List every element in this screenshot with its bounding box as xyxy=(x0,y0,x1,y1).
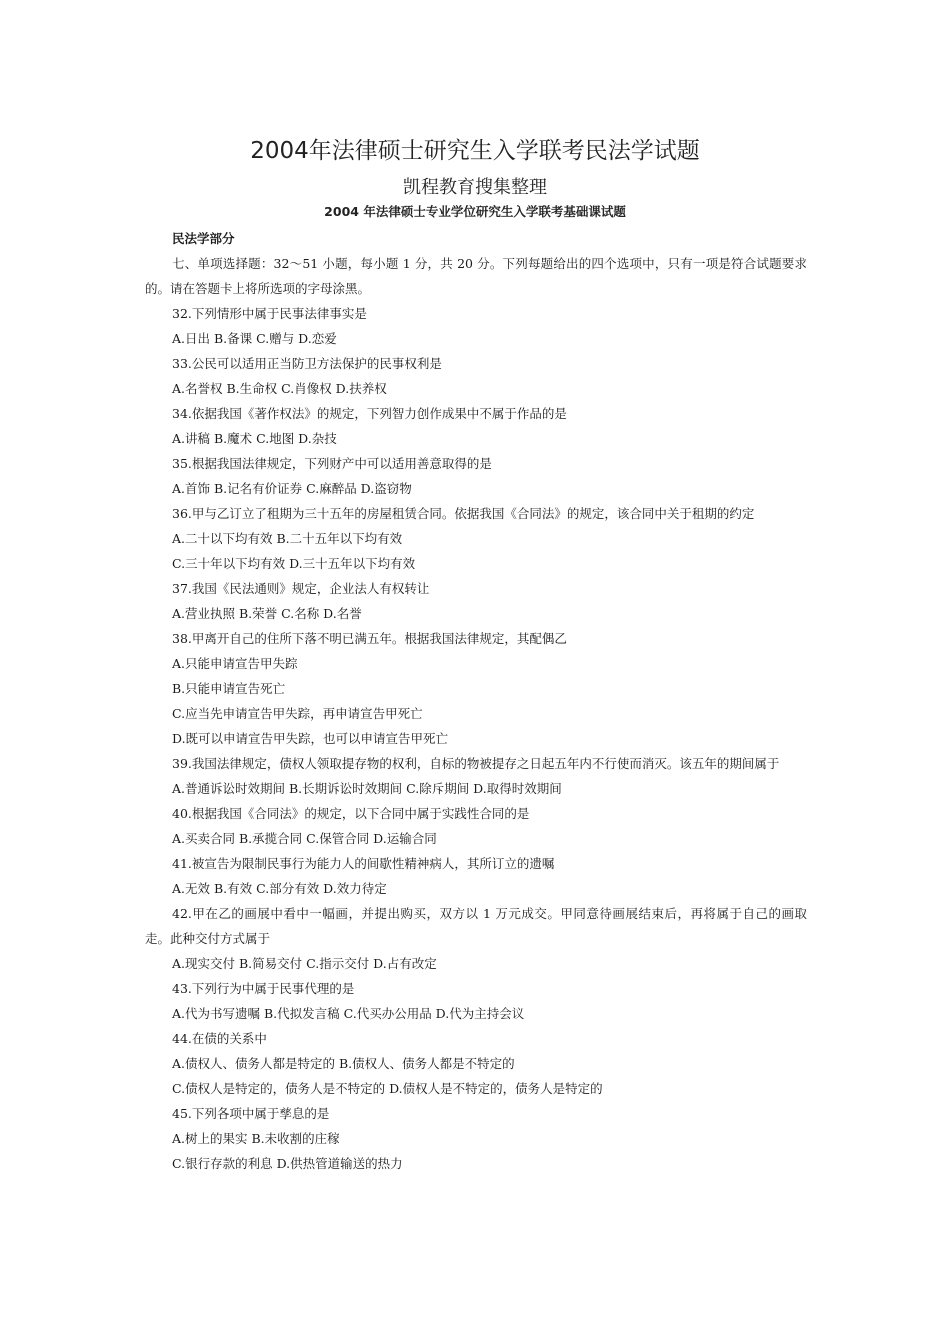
text-line: 33.公民可以适用正当防卫方法保护的民事权利是 xyxy=(172,356,442,371)
text-line: A.只能申请宣告甲失踪 xyxy=(172,656,298,671)
question-39: 39.我国法律规定，债权人领取提存物的权利，自标的物被提存之日起五年内不行使而消灭。该五年的期间属于 xyxy=(172,756,780,771)
text-line: A.树上的果实 B.未收割的庄稼 xyxy=(172,1131,340,1146)
text-line: 43.下列行为中属于民事代理的是 xyxy=(172,981,355,996)
text-line: A.日出 B.备课 C.赠与 D.恋爱 xyxy=(172,331,337,346)
question-block-1 xyxy=(145,301,807,501)
question-block-4 xyxy=(145,951,807,1176)
question-block-3 xyxy=(145,776,807,901)
text-line: 37.我国《民法通则》规定，企业法人有权转让 xyxy=(172,581,430,596)
text-line: A.现实交付 B.简易交付 C.指示交付 D.占有改定 xyxy=(172,956,437,971)
text-line: C.银行存款的利息 D.供热管道输送的热力 xyxy=(172,1156,403,1171)
text-line: 41.被宣告为限制民事行为能力人的间歇性精神病人，其所订立的遗嘱 xyxy=(172,856,555,871)
text-line: A.讲稿 B.魔术 C.地图 D.杂技 xyxy=(172,431,337,446)
question-42: 42.甲在乙的画展中看中一幅画，并提出购买，双方以 1 万元成交。甲同意待画展结束后，再将属于自己的画取走。此种交付方式属于 xyxy=(145,906,807,946)
document-body xyxy=(145,226,807,1176)
exam-title: 2004 年法律硕士专业学位研究生入学联考基础课试题 xyxy=(324,204,626,219)
text-line: A.普通诉讼时效期间 B.长期诉讼时效期间 C.除斥期间 D.取得时效期间 xyxy=(172,781,562,796)
text-line: C.三十年以下均有效 D.三十五年以下均有效 xyxy=(172,556,416,571)
text-line: 34.依据我国《著作权法》的规定，下列智力创作成果中不属于作品的是 xyxy=(172,406,567,421)
question-block-2 xyxy=(145,526,807,751)
text-line: A.营业执照 B.荣誉 C.名称 D.名誉 xyxy=(172,606,362,621)
instructions-paragraph: 七、单项选择题：32～51 小题，每小题 1 分，共 20 分。下列每题给出的四个选项中，只有一项是符合试题要求的。请在答题卡上将所选项的字母涂黑。 xyxy=(145,256,807,296)
text-line: A.首饰 B.记名有价证券 C.麻醉品 D.盗窃物 xyxy=(172,481,412,496)
text-line: 35.根据我国法律规定，下列财产中可以适用善意取得的是 xyxy=(172,456,492,471)
text-line: A.买卖合同 B.承揽合同 C.保管合同 D.运输合同 xyxy=(172,831,437,846)
text-line: C.债权人是特定的，债务人是不特定的 D.债权人是不特定的，债务人是特定的 xyxy=(172,1081,603,1096)
text-line: C.应当先申请宣告甲失踪，再申请宣告甲死亡 xyxy=(172,706,423,721)
text-line: A.债权人、债务人都是特定的 B.债权人、债务人都是不特定的 xyxy=(172,1056,515,1071)
text-line: 44.在债的关系中 xyxy=(172,1031,267,1046)
section-heading: 民法学部分 xyxy=(172,231,235,246)
document-subtitle: 凯程教育搜集整理 xyxy=(403,177,547,198)
text-line: A.二十以下均有效 B.二十五年以下均有效 xyxy=(172,531,403,546)
text-line: A.名誉权 B.生命权 C.肖像权 D.扶养权 xyxy=(172,381,387,396)
question-36: 36.甲与乙订立了租期为三十五年的房屋租赁合同。依据我国《合同法》的规定，该合同中关于租期的约定 xyxy=(172,506,755,521)
text-line: 32.下列情形中属于民事法律事实是 xyxy=(172,306,367,321)
text-line: A.代为书写遗嘱 B.代拟发言稿 C.代买办公用品 D.代为主持会议 xyxy=(172,1006,525,1021)
text-line: B.只能申请宣告死亡 xyxy=(172,681,286,696)
text-line: A.无效 B.有效 C.部分有效 D.效力待定 xyxy=(172,881,387,896)
text-line: 45.下列各项中属于孳息的是 xyxy=(172,1106,330,1121)
text-line: 38.甲离开自己的住所下落不明已满五年。根据我国法律规定，其配偶乙 xyxy=(172,631,567,646)
text-line: 40.根据我国《合同法》的规定，以下合同中属于实践性合同的是 xyxy=(172,806,530,821)
document-title: 2004年法律硕士研究生入学联考民法学试题 xyxy=(250,138,700,164)
text-line: D.既可以申请宣告甲失踪，也可以申请宣告甲死亡 xyxy=(172,731,449,746)
